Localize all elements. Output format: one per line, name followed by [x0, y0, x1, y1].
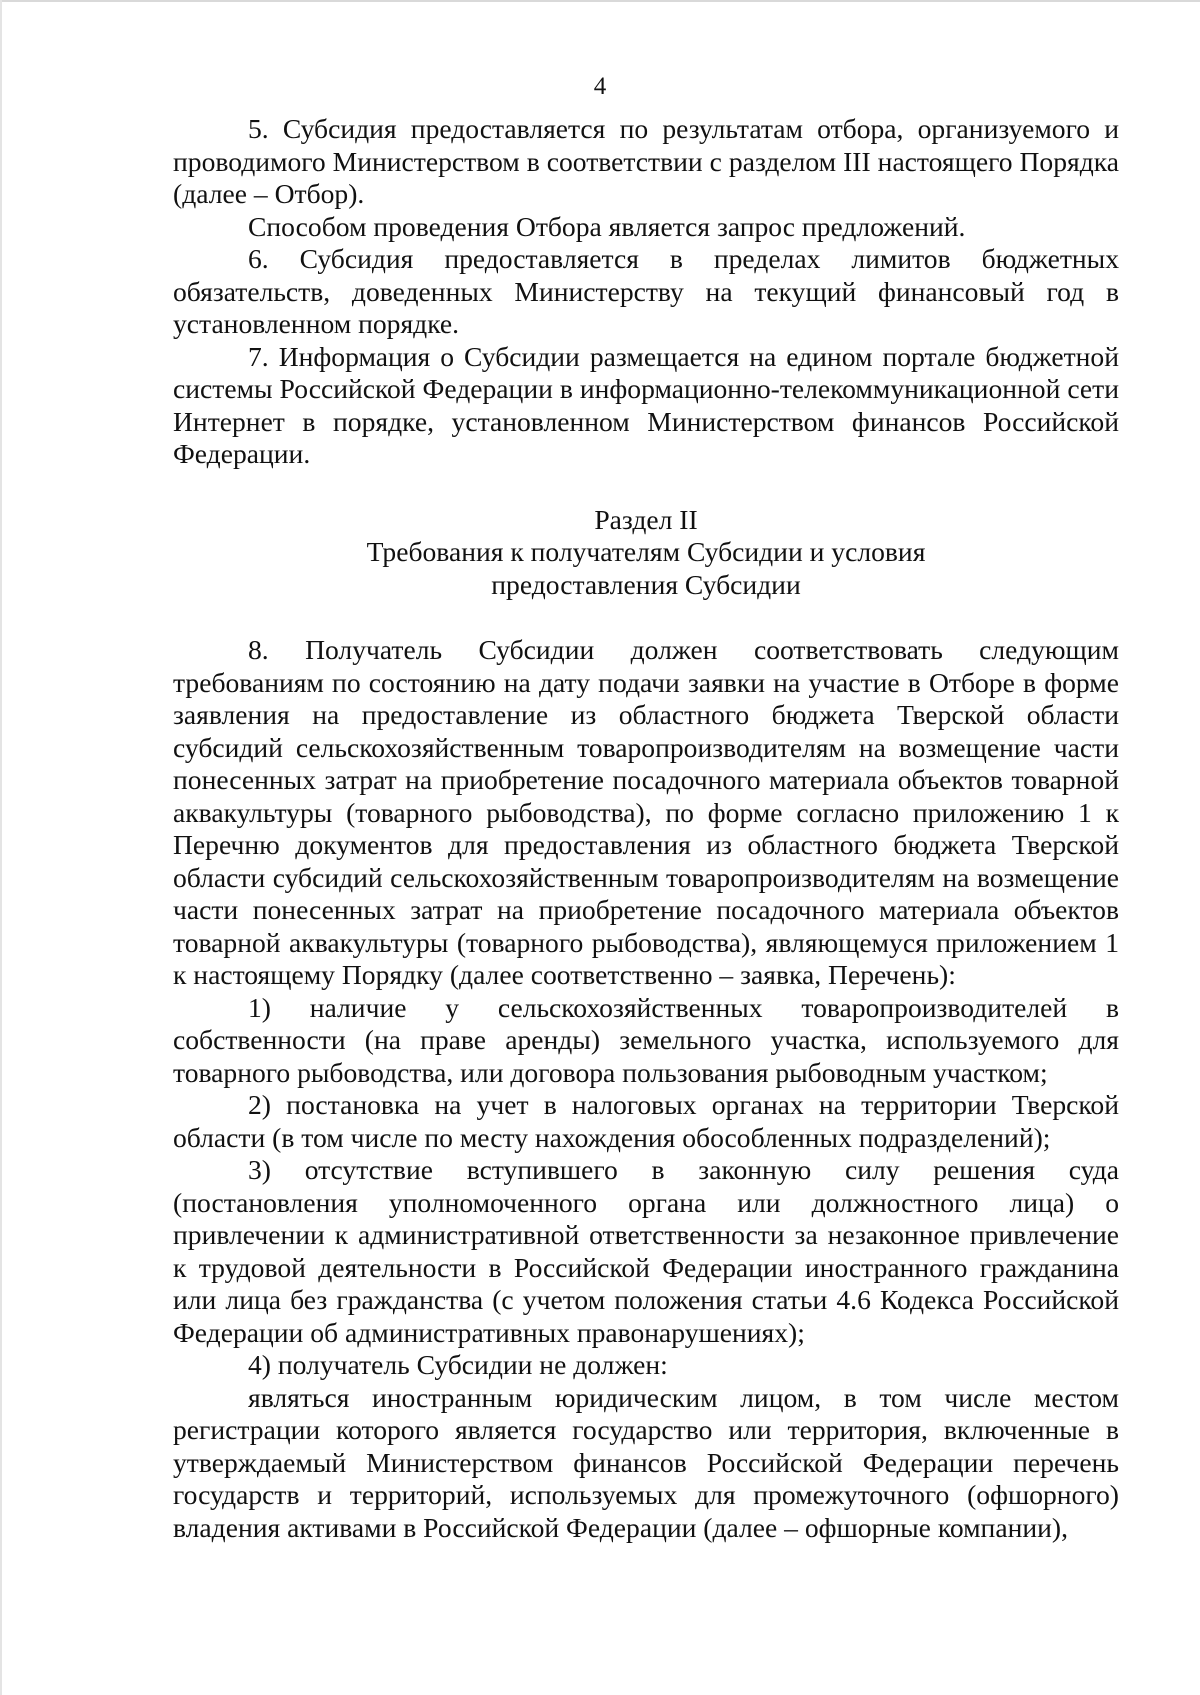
requirement-4-item: являться иностранным юридическим лицом, в том числе местом регистрации которого является государство или территория, включенные в утверждаемый Министерством финансов Российской Федерации перечень государств и территорий, используемых для промежуточного (офшорного) владения активами в Российской Федерации (далее – офшорные компании),	[173, 1381, 1119, 1543]
requirement-3: 3) отсутствие вступившего в законную силу решения суда (постановления уполномоченного органа или должностного лица) о привлечении к административной ответственности за незаконное привлечение к трудовой деятельности в Российской Федерации иностранного гражданина или лица без гражданства (с учетом положения статьи 4.6 Кодекса Российской Федерации об административных правонарушениях);	[173, 1154, 1119, 1348]
section-title-line-2: предоставления Субсидии	[491, 568, 801, 600]
section-title-line-1: Требования к получателям Субсидии и условия	[366, 536, 926, 567]
requirement-2: 2) постановка на учет в налоговых органах на территории Тверской области (в том числе по месту нахождения обособленных подразделений);	[173, 1089, 1119, 1153]
page-number: 4	[593, 73, 607, 100]
paragraph-6: 6. Субсидия предоставляется в пределах лимитов бюджетных обязательств, доведенных Министерству на текущий финансовый год в установленном порядке.	[173, 243, 1119, 339]
paragraph-5-method: Способом проведения Отбора является запрос предложений.	[248, 210, 966, 242]
document-body	[173, 113, 1119, 1544]
requirement-1: 1) наличие у сельскохозяйственных товаропроизводителей в собственности (на праве аренды) земельного участка, используемого для товарного рыбоводства, или договора пользования рыбоводным участком;	[173, 991, 1119, 1088]
section-label: Раздел II	[594, 503, 698, 535]
paragraph-5: 5. Субсидия предоставляется по результатам отбора, организуемого и проводимого Министерством в соответствии с разделом III настоящего Порядка (далее – Отбор).	[173, 113, 1119, 209]
scan-edge-left	[0, 0, 2, 1695]
scan-edge-top	[0, 0, 1200, 2]
paragraph-8: 8. Получатель Субсидии должен соответствовать следующим требованиям по состоянию на дату подачи заявки на участие в Отборе в форме заявления на предоставление из областного бюджета Тверской области субсидий сельскохозяйственным товаропроизводителям на возмещение части понесенных затрат на приобретение посадочного материала объектов товарной аквакультуры (товарного рыбоводства), по форме согласно приложению 1 к Перечню документов для предоставления из областного бюджета Тверской области субсидий сельскохозяйственным товаропроизводителям на возмещение части понесенных затрат на приобретение посадочного материала объектов товарной аквакультуры (товарного рыбоводства), являющемуся приложением 1 к настоящему Порядку (далее соответственно – заявка, Перечень):	[173, 634, 1119, 990]
requirement-4: 4) получатель Субсидии не должен:	[248, 1349, 668, 1380]
paragraph-7: 7. Информация о Субсидии размещается на едином портале бюджетной системы Российской Федерации в информационно-телекоммуникационной сети Интернет в порядке, установленном Министерством финансов Российской Федерации.	[173, 340, 1119, 469]
